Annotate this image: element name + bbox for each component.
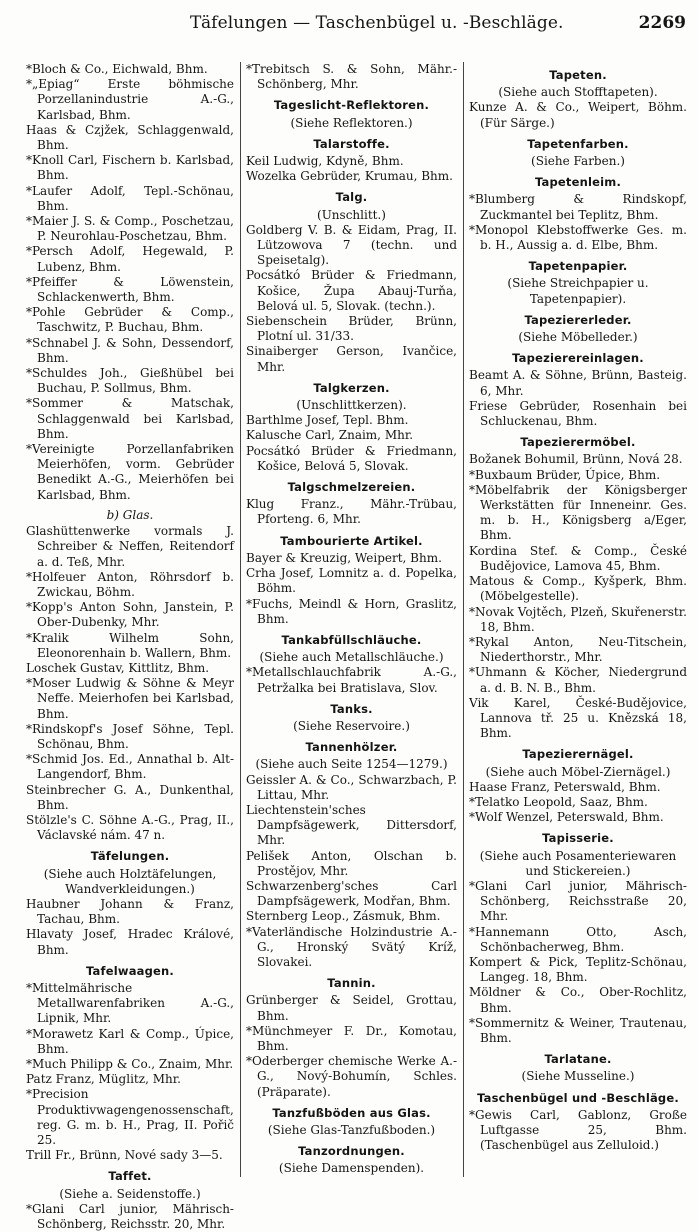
directory-entry: Liechtenstein'sches Dampfsägewerk, Dittersdorf, Mhr. — [246, 802, 457, 848]
directory-entry: *Uhmann & Köcher, Niedergrund a. d. B. N. B., Bhm. — [469, 665, 687, 695]
directory-entry: *Rykal Anton, Neu-Titschein, Niederthorstr., Mhr. — [469, 634, 687, 665]
section-heading: Tapetenpapier. — [528, 259, 628, 274]
section-heading: Tapetenfarben. — [527, 136, 629, 151]
section-heading: Tannin. — [327, 976, 376, 991]
directory-entry: *Much Philipp & Co., Znaim, Mhr. — [26, 1057, 234, 1071]
directory-entry: *Precision Produktivwagengenossenschaft, reg. G. m. b. H., Prag, II. Pořič 25. — [26, 1087, 234, 1148]
section-heading: Tapezierernägel. — [522, 747, 634, 762]
page-header — [0, 0, 698, 42]
directory-entry: Sinaiberger Gerson, Ivančice, Mhr. — [246, 344, 457, 374]
directory-entry: *Münchmeyer F. Dr., Komotau, Bhm. — [246, 1023, 457, 1053]
directory-entry: *Kopp's Anton Sohn, Janstein, P. Ober-Dubenky, Mhr. — [26, 600, 234, 630]
cross-reference-note: (Siehe Möbelleder.) — [518, 330, 638, 345]
section-heading: Tapisserie. — [542, 831, 614, 846]
section-heading: Tageslicht-Reflektoren. — [273, 98, 430, 113]
section-heading: Tapeziererleder. — [524, 312, 632, 327]
directory-entry: *Holfeuer Anton, Röhrsdorf b. Zwickau, Böhm. — [26, 569, 234, 599]
directory-entry: Steinbrecher G. A., Dunkenthal, Bhm. — [26, 782, 234, 812]
directory-entry: Beamt A. & Söhne, Brünn, Basteig. 6, Mhr. — [469, 368, 687, 398]
section-heading: Tanzordnungen. — [298, 1144, 405, 1159]
directory-entry: Möldner & Co., Ober-Rochlitz, Bhm. — [469, 985, 687, 1015]
section-heading: Tafelwaagen. — [86, 963, 174, 978]
directory-entry: *Möbelfabrik der Königsberger Werkstätten für Inneneinr. Ges. m. b. H., Königsberg a/Eger, Bhm. — [469, 482, 687, 543]
directory-entry: Goldberg V. B. & Eidam, Prag, II. Lützowova 7 (techn. und Speisetalg). — [246, 222, 457, 268]
directory-entry: Wozelka Gebrüder, Krumau, Bhm. — [246, 169, 453, 184]
cross-reference-note: (Siehe Musseline.) — [521, 1069, 635, 1084]
section-heading: Taffet. — [108, 1169, 152, 1184]
directory-entry: *Bloch & Co., Eichwald, Bhm. — [26, 62, 208, 76]
section-heading: Täfelungen. — [90, 849, 170, 864]
directory-entry: Stölzle's C. Söhne A.-G., Prag, II., Václavské nám. 47 n. — [26, 812, 234, 843]
directory-entry: Friese Gebrüder, Rosenhain bei Schluckenau, Bhm. — [469, 398, 687, 429]
directory-entry: *Schuldes Joh., Gießhübel bei Buchau, P. Sollmus, Bhm. — [26, 366, 234, 396]
directory-entry: *Morawetz Karl & Comp., Úpice, Bhm. — [26, 1026, 234, 1056]
directory-entry: *Fuchs, Meindl & Horn, Graslitz, Bhm. — [246, 596, 457, 626]
directory-entry: *Pohle Gebrüder & Comp., Taschwitz, P. Buchau, Bhm. — [26, 305, 234, 335]
cross-reference-note: (Unschlitt.) — [317, 207, 386, 222]
directory-entry: *Gewis Carl, Gablonz, Große Luftgasse 25, Bhm. (Taschenbügel aus Zelluloid.) — [469, 1107, 687, 1153]
directory-entry: *Mittelmährische Metallwarenfabriken A.-G., Lipnik, Mhr. — [26, 980, 234, 1026]
directory-entry: Kunze A. & Co., Weipert, Böhm. (Für Särge.) — [469, 100, 687, 130]
cross-reference-note: (Siehe auch Posamenteriewaren und Stickereien.) — [479, 848, 677, 878]
directory-entry: *Moser Ludwig & Söhne & Meyr Neffe. Meierhofen bei Karlsbad, Bhm. — [26, 676, 234, 721]
directory-entry: *Sommernitz & Weiner, Trautenau, Bhm. — [469, 1015, 687, 1045]
directory-entry: *„Epiag“ Erste böhmische Porzellanindustrie A.-G., Karlsbad, Bhm. — [26, 77, 234, 122]
directory-entry: *Maier J. S. & Comp., Poschetzau, P. Neurohlau-Poschetzau, Bhm. — [26, 214, 234, 244]
cross-reference-note: (Siehe Damenspenden). — [278, 1161, 425, 1176]
column-2 — [246, 62, 457, 1182]
directory-entry: *Buxbaum Brüder, Úpice, Bhm. — [469, 467, 661, 482]
directory-entry: Crha Josef, Lomnitz a. d. Popelka, Böhm. — [246, 566, 457, 596]
directory-entry: *Vereinigte Porzellanfabriken Meierhöfen, vorm. Gebrüder Benedikt A.-G., Meierhöfen bei Karlsbad, Bhm. — [26, 442, 234, 502]
directory-entry: *Rindskopf's Josef Söhne, Tepl. Schönau, Bhm. — [26, 721, 234, 751]
directory-entry: Haas & Czjžek, Schlaggenwald, Bhm. — [26, 122, 234, 153]
cross-reference-note: (Siehe auch Möbel-Ziernägel.) — [485, 764, 671, 779]
directory-entry: Geissler A. & Co., Schwarzbach, P. Littau, Mhr. — [246, 772, 457, 802]
directory-entry: *Trebitsch S. & Sohn, Mähr.-Schönberg, Mhr. — [246, 62, 457, 92]
directory-entry: *Sommer & Matschak, Schlaggenwald bei Karlsbad, Bhm. — [26, 396, 234, 441]
section-heading: Taschenbügel und -Beschläge. — [477, 1090, 679, 1105]
cross-reference-note: (Siehe Reservoire.) — [293, 718, 410, 733]
directory-entry: Božanek Bohumil, Brünn, Nová 28. — [469, 452, 683, 467]
column-1 — [26, 62, 234, 1232]
directory-entry: *Pfeiffer & Löwenstein, Schlackenwerth, Bhm. — [26, 274, 234, 305]
directory-entry: *Vaterländische Holzindustrie A.-G., Hronský Svätý Kríž, Slovakei. — [246, 924, 457, 969]
directory-entry: Kompert & Pick, Teplitz-Schönau, Langeg. 18, Bhm. — [469, 954, 687, 985]
cross-reference-note: (Siehe Farben.) — [531, 154, 625, 169]
directory-entry: *Monopol Klebstoffwerke Ges. m. b. H., Aussig a. d. Elbe, Bhm. — [469, 222, 687, 253]
section-heading: Talarstoffe. — [313, 136, 390, 151]
directory-entry: *Wolf Wenzel, Peterswald, Bhm. — [469, 810, 664, 825]
directory-entry: *Oderberger chemische Werke A.-G., Nový-Bohumín, Schles. (Präparate). — [246, 1054, 457, 1099]
directory-entry: *Glani Carl junior, Mährisch-Schönberg, Reichsstraße 20, Mhr. — [469, 878, 687, 924]
directory-entry: Pocsátkó Brüder & Friedmann, Košice, Župa Abauj-Turňa, Belová ul. 5, Slovak. (techn.). — [246, 268, 457, 313]
directory-entry: Vik Karel, České-Budějovice, Lannova tř. 25 u. Knězská 18, Bhm. — [469, 695, 687, 741]
cross-reference-note: (Siehe Glas-Tanzfußboden.) — [267, 1123, 436, 1137]
directory-entry: Keil Ludwig, Kdyně, Bhm. — [246, 154, 404, 169]
directory-entry: *Laufer Adolf, Tepl.-Schönau, Bhm. — [26, 183, 234, 213]
directory-entry: *Novak Vojtěch, Plzeň, Skuřenerstr. 18, Bhm. — [469, 604, 687, 634]
directory-entry: Kalusche Carl, Znaim, Mhr. — [246, 428, 414, 443]
directory-entry: *Persch Adolf, Hegewald, P. Lubenz, Bhm. — [26, 244, 234, 274]
section-heading: Tapezierermöbel. — [520, 435, 636, 450]
directory-entry: Patz Franz, Müglitz, Mhr. — [26, 1072, 181, 1087]
directory-entry: Siebenschein Brüder, Brünn, Plotní ul. 31/33. — [246, 314, 457, 344]
cross-reference-note: (Siehe Reflektoren.) — [290, 115, 413, 130]
column-divider-2 — [463, 62, 464, 1177]
directory-entry: Pocsátkó Brüder & Friedmann, Košice, Belová 5, Slovak. — [246, 443, 457, 473]
directory-entry: Kordina Stef. & Comp., České Budějovice, Lamova 45, Bhm. — [469, 543, 687, 573]
directory-entry: *Knoll Carl, Fischern b. Karlsbad, Bhm. — [26, 153, 234, 183]
running-title: Täfelungen — Taschenbügel u. -Beschläge. — [190, 13, 564, 33]
cross-reference-note: (Unschlittkerzen). — [296, 398, 407, 413]
page-number: 2269 — [638, 13, 686, 33]
directory-entry: *Schmid Jos. Ed., Annathal b. Alt-Langendorf, Bhm. — [26, 752, 234, 782]
section-heading: Talgkerzen. — [313, 380, 390, 395]
directory-entry: Haubner Johann & Franz, Tachau, Bhm. — [26, 896, 234, 927]
section-heading: Talg. — [335, 190, 368, 205]
directory-entry: Bayer & Kreuzig, Weipert, Bhm. — [246, 550, 442, 565]
cross-reference-note: (Siehe auch Holztäfelungen, Wandverkleidungen.) — [43, 866, 217, 896]
directory-entry: Klug Franz., Mähr.-Trübau, Pforteng. 6, Mhr. — [246, 497, 457, 527]
directory-entry: Pelišek Anton, Olschan b. Prostějov, Mhr. — [246, 848, 457, 878]
section-heading: Tapeten. — [549, 68, 607, 82]
column-divider-1 — [240, 62, 241, 1177]
directory-entry: Sternberg Leop., Zásmuk, Bhm. — [246, 909, 441, 924]
directory-entry: *Telatko Leopold, Saaz, Bhm. — [469, 794, 648, 809]
section-heading: Tannenhölzer. — [305, 740, 398, 755]
directory-entry: Glashüttenwerke vormals J. Schreiber & Neffen, Reitendorf a. d. Teß, Mhr. — [26, 524, 234, 569]
section-heading: Tanzfußböden aus Glas. — [272, 1105, 431, 1120]
cross-reference-note: (Siehe Streichpapier u. Tapetenpapier). — [507, 276, 649, 306]
directory-entry: Schwarzenberg'sches Carl Dampfsägewerk, Modřan, Bhm. — [246, 878, 457, 909]
column-3 — [469, 62, 687, 1182]
directory-entry: *Blumberg & Rindskopf, Zuckmantel bei Teplitz, Bhm. — [469, 192, 687, 222]
directory-entry: *Kralik Wilhelm Sohn, Eleonorenhain b. Wallern, Bhm. — [26, 630, 234, 660]
directory-entry: *Metallschlauchfabrik A.-G., Petržalka bei Bratislava, Slov. — [246, 665, 457, 695]
directory-entry: *Schnabel J. & Sohn, Dessendorf, Bhm. — [26, 335, 234, 365]
directory-entry: Matous & Comp., Kyšperk, Bhm. (Möbelgestelle). — [469, 574, 687, 604]
section-heading: Tankabfüllschläuche. — [281, 632, 422, 647]
section-heading: Tapetenleim. — [534, 175, 622, 190]
directory-entry: Loschek Gustav, Kittlitz, Bhm. — [26, 660, 210, 675]
directory-entry: Trill Fr., Brünn, Nové sady 3—5. — [26, 1148, 223, 1163]
directory-entry: *Hannemann Otto, Asch, Schönbacherweg, Bhm. — [469, 924, 687, 954]
section-heading: Talgschmelzereien. — [287, 480, 416, 495]
section-heading: Tambourierte Artikel. — [280, 533, 423, 548]
section-heading: Tapezierereinlagen. — [512, 351, 644, 366]
cross-reference-note: (Siehe auch Metallschläuche.) — [259, 650, 444, 665]
section-heading: Tarlatane. — [544, 1052, 612, 1067]
directory-entry: Haase Franz, Peterswald, Bhm. — [469, 779, 661, 794]
directory-entry: Barthlme Josef, Tepl. Bhm. — [246, 413, 409, 428]
directory-entry: Hlavaty Josef, Hradec Králové, Bhm. — [26, 927, 234, 957]
directory-entry: Grünberger & Seidel, Grottau, Bhm. — [246, 993, 457, 1023]
directory-entry: *Glani Carl junior, Mährisch-Schönberg, Reichsstr. 20, Mhr. — [26, 1201, 234, 1232]
cross-reference-note: (Siehe auch Seite 1254—1279.) — [255, 757, 448, 772]
cross-reference-note: (Siehe auch Stofftapeten). — [498, 85, 658, 100]
cross-reference-note: (Siehe a. Seidenstoffe.) — [59, 1186, 201, 1201]
section-heading: Tanks. — [330, 701, 373, 716]
subsection-heading: b) Glas. — [106, 507, 154, 522]
